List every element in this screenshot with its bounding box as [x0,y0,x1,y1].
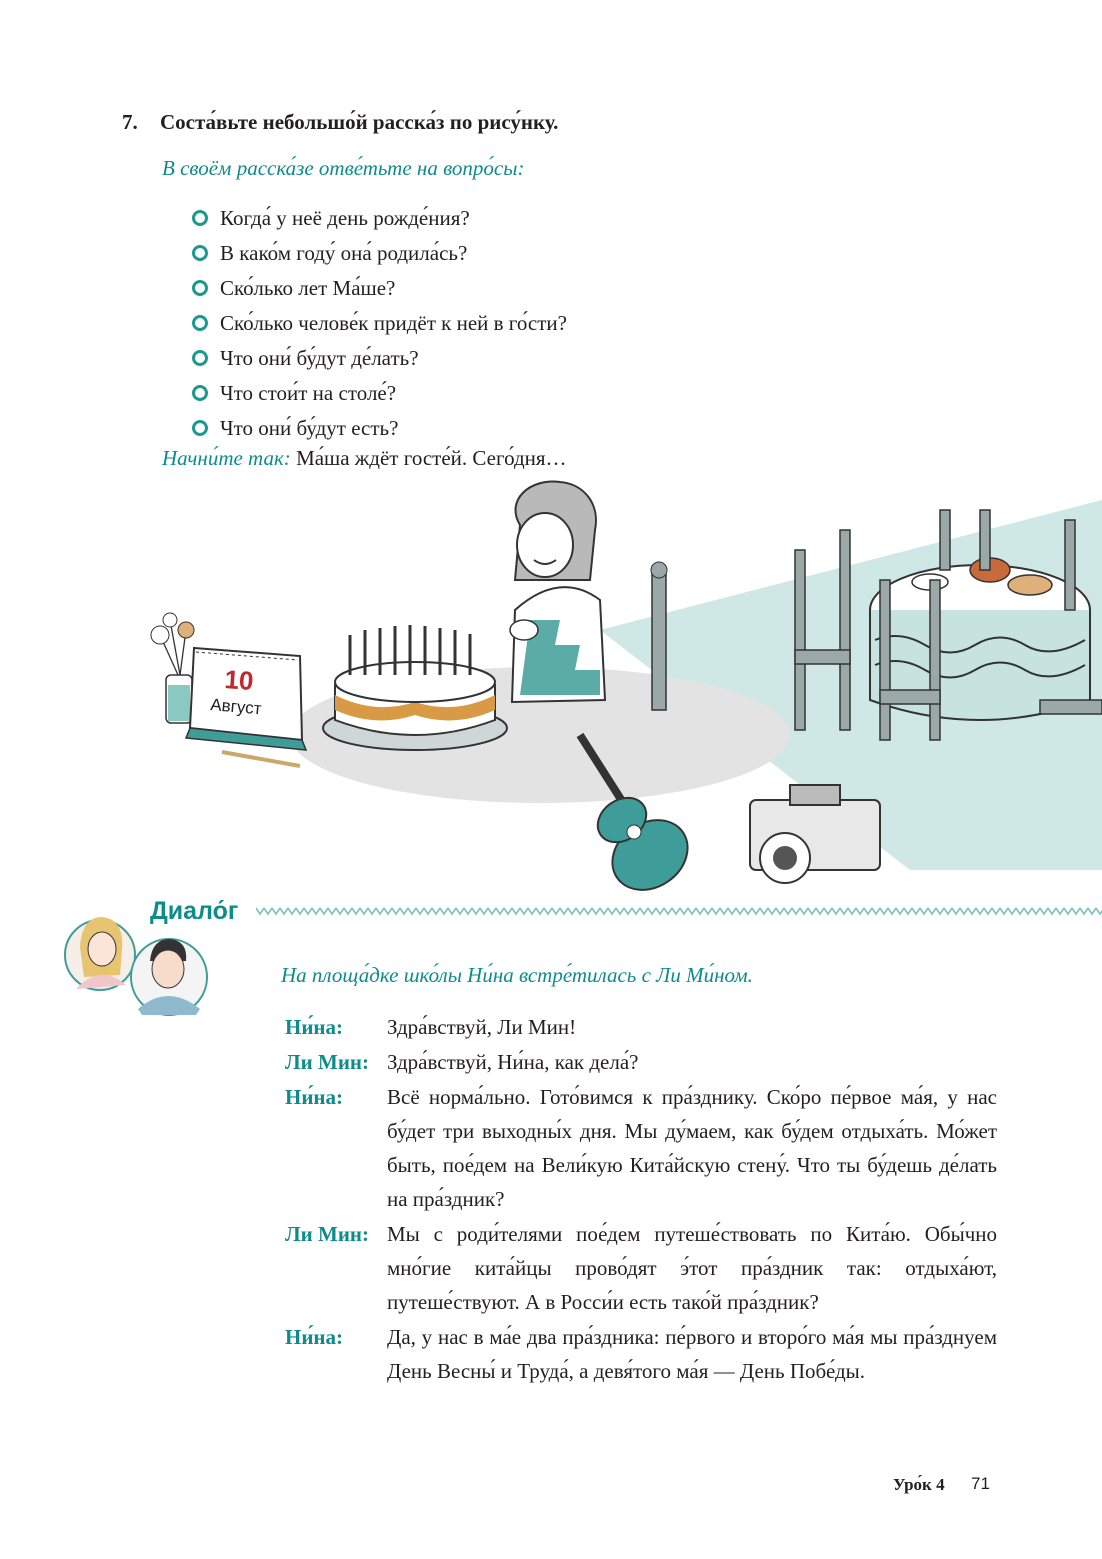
question-text: Что они́ бу́дут де́лать? [220,345,419,370]
circle-bullet-icon [192,350,208,366]
circle-bullet-icon [192,210,208,226]
start-prompt [162,446,567,471]
pencil-icon [222,752,300,766]
flower-vase-icon [151,613,194,723]
question-text: Ско́лько челове́к придёт к ней в го́сти? [220,310,567,335]
circle-bullet-icon [192,280,208,296]
exercise-number: 7. [122,110,138,134]
speaker-name: Ни́на: [285,1085,344,1109]
speaker-name: Ни́на: [285,1325,344,1349]
question-text: Что стои́т на столе́? [220,380,397,405]
list-item [192,305,567,340]
page-number: 71 [971,1474,990,1493]
avatar-boy-icon [131,939,207,1015]
dialog-line [285,1010,997,1044]
dialog-divider [256,905,1102,917]
start-label: Начни́те так: [162,446,291,470]
exercise-instruction: В своём расска́зе отве́тьте на вопро́сы: [162,156,525,180]
dialog-line [285,1320,997,1388]
girl-figure [510,482,605,702]
speaker-text: Всё норма́льно. Гото́вимся к пра́зднику. Ско́ро пе́рвое ма́я, у нас бу́дет три выходны́х дня. Мы ду́маем, как бу́дем отдыха́ть. Мо́жет быть, пое́дем на Вели́кую Кита́йскую стену́. Что ты бу́дешь де́лать на пра́здник? [387,1085,997,1211]
camera-icon [750,785,880,883]
question-text: Что они́ бу́дут есть? [220,415,399,440]
dialog-line [285,1080,997,1216]
calendar-month: Август [209,695,263,719]
dialog-intro: На площа́дке шко́лы Ни́на встре́тилась с Ли Ми́ном. [281,963,753,987]
calendar-day: 10 [223,664,255,697]
list-item [192,270,567,305]
speaker-name: Ни́на: [285,1015,344,1039]
speaker-text: Здра́вствуй, Ни́на, как дела́? [387,1050,639,1074]
circle-bullet-icon [192,245,208,261]
start-text: Ма́ша ждёт госте́й. Сего́дня… [290,446,567,470]
speaker-name: Ли Мин: [285,1050,370,1074]
chair-icon [651,562,667,710]
list-item [192,375,567,410]
exercise-title: Соста́вьте небольшо́й расска́з по рису́нку. [160,110,559,134]
question-text: Ско́лько лет Ма́ше? [220,275,396,300]
avatar-girl-icon [65,917,135,990]
speaker-name: Ли Мин: [285,1222,370,1246]
footer-lesson: Уро́к 4 [893,1475,945,1494]
dialog-line [285,1045,997,1079]
birthday-illustration [0,470,1102,900]
list-item [192,340,567,375]
question-text: В како́м году́ она́ родила́сь? [220,240,468,265]
circle-bullet-icon [192,420,208,436]
dialog-line [285,1217,997,1319]
speaker-text: Мы с роди́телями пое́дем путеше́ствовать по Кита́ю. Обы́чно мно́гие кита́йцы прово́дят э́тот пра́здник так: отдыха́ют, путеше́ствуют. А в Росси́и есть тако́й пра́здник? [387,1222,997,1314]
speaker-text: Да, у нас в ма́е два пра́здника: пе́рвого и второ́го ма́я мы пра́зднуем День Весны́ и Труда́, а девя́того ма́я — День Побе́ды. [387,1325,997,1383]
list-item [192,200,567,235]
circle-bullet-icon [192,385,208,401]
question-text: Когда́ у неё день рожде́ния? [220,205,470,230]
calendar-icon [186,648,306,750]
dialog-heading: Диало́г [150,897,239,925]
list-item [192,410,567,445]
list-item [192,235,567,270]
circle-bullet-icon [192,315,208,331]
question-list [192,200,567,445]
dialog-lines [285,1010,997,1389]
speaker-text: Здра́вствуй, Ли Мин! [387,1015,577,1039]
birthday-cake-icon [323,625,507,750]
